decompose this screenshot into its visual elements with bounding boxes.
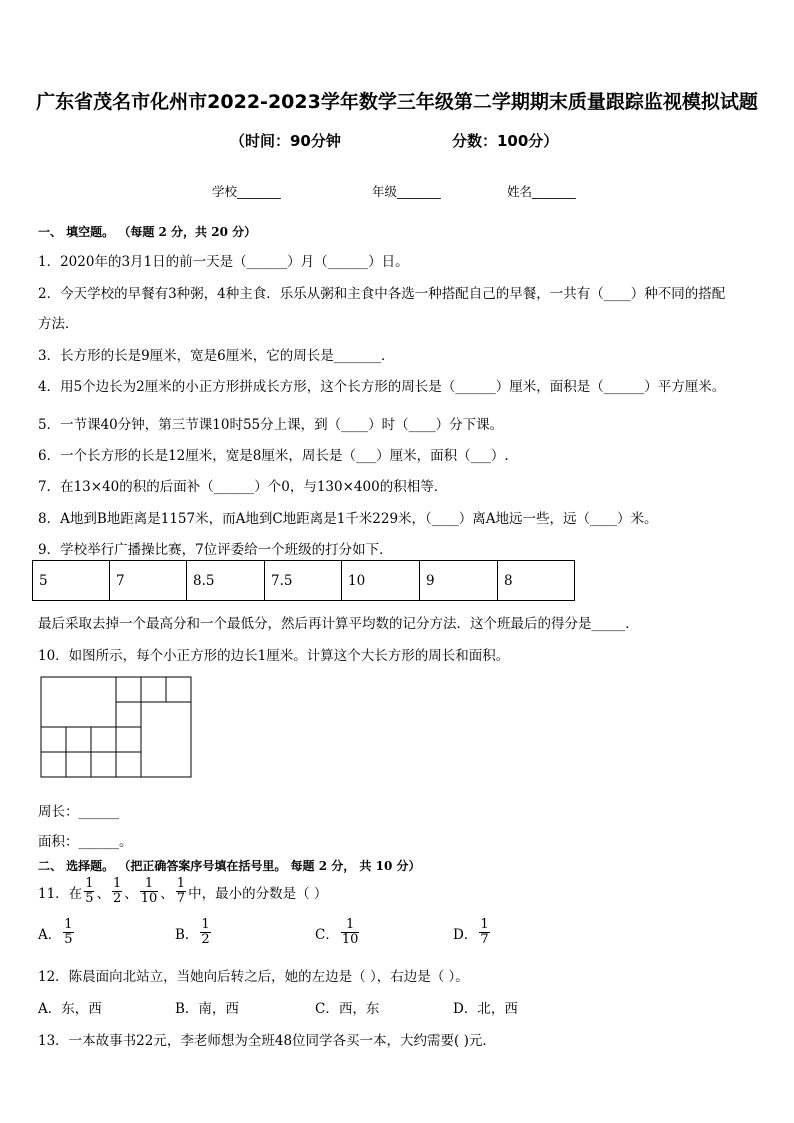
exam-time: （时间：90分钟 <box>230 132 341 150</box>
fraction <box>176 877 186 906</box>
fraction <box>84 877 94 906</box>
exam-score: 分数：100分） <box>452 132 559 150</box>
q12-option-a[interactable]: A．东，西 <box>38 1001 102 1017</box>
fraction-denominator: 10 <box>341 932 359 947</box>
q11-separator: 、 <box>160 885 174 902</box>
question-3: 3．长方形的长是9厘米，宽是6厘米，它的周长是_______． <box>38 348 395 364</box>
fraction <box>63 918 73 947</box>
fraction-numerator: 1 <box>201 917 210 932</box>
question-4: 4．用5个边长为2厘米的小正方形拼成长方形，这个长方形的周长是（______）厘米，面积是（______）平方厘米。 <box>38 379 726 395</box>
q12-option-d[interactable]: D．北，西 <box>453 1001 518 1017</box>
fraction-denominator: 10 <box>140 891 158 906</box>
question-9: 9．学校举行广播操比赛，7位评委给一个班级的打分如下． <box>38 542 393 558</box>
q11-option-c[interactable] <box>315 918 361 947</box>
fraction-numerator: 1 <box>64 917 73 932</box>
fraction-denominator: 2 <box>112 891 122 906</box>
question-8: 8．A地到B地距离是1157米，而A地到C地距离是1千米229米，（____）离A地远一些，远（____）米。 <box>38 511 658 527</box>
question-5: 5．一节课40分钟，第三节课10时55分上课，到（____）时（____）分下课。 <box>38 417 504 433</box>
grade-field: 年级_______ <box>372 184 441 199</box>
q12-option-c[interactable]: C．西，东 <box>315 1001 380 1017</box>
score-cell: 5 <box>33 561 110 601</box>
q11-separator: 、 <box>124 885 138 902</box>
score-cell: 10 <box>342 561 420 601</box>
fraction-numerator: 1 <box>341 918 360 933</box>
question-11 <box>38 877 327 906</box>
question-9-rule: 最后采取去掉一个最高分和一个最低分，然后再计算平均数的记分方法．这个班最后的得分是_____． <box>38 616 639 632</box>
fraction <box>200 918 210 947</box>
question-12: 12．陈晨面向北站立，当她向后转之后，她的左边是（ ），右边是（ ）。 <box>38 969 469 985</box>
question-10: 10．如图所示，每个小正方形的边长1厘米。计算这个大长方形的周长和面积。 <box>38 648 510 664</box>
q11-suffix: 中，最小的分数是（ ） <box>188 885 328 902</box>
fraction <box>341 918 360 947</box>
fraction-denominator: 7 <box>480 932 489 947</box>
q11-option-d[interactable] <box>453 918 492 947</box>
option-label: B． <box>175 926 199 943</box>
score-table <box>32 560 575 601</box>
section-1-title: 一、 填空题。 （每题 2 分，共 20 分） <box>38 225 257 239</box>
score-cell: 8.5 <box>187 561 265 601</box>
question-6: 6．一个长方形的长是12厘米，宽是8厘米，周长是（___）厘米，面积（___）. <box>38 448 509 464</box>
name-field: 姓名_______ <box>507 184 576 199</box>
option-label: A． <box>38 926 62 943</box>
fraction-numerator: 1 <box>140 877 159 892</box>
fraction <box>140 877 159 906</box>
question-7: 7．在13×40的积的后面补（______）个0，与130×400的积相等． <box>38 479 448 495</box>
section-2-title: 二、 选择题。 （把正确答案序号填在括号里。 每题 2 分， 共 10 分） <box>38 859 421 873</box>
fraction-denominator: 2 <box>201 932 210 947</box>
option-label: D． <box>453 926 478 943</box>
fraction-denominator: 5 <box>64 932 73 947</box>
score-cell: 9 <box>420 561 498 601</box>
question-2-cont: 方法． <box>38 316 79 332</box>
fraction-denominator: 5 <box>85 891 94 906</box>
option-label: C． <box>315 926 339 943</box>
area-answer: 面积：______。 <box>38 834 133 850</box>
q11-option-a[interactable] <box>38 918 76 947</box>
score-cell: 7 <box>110 561 187 601</box>
fraction <box>479 918 489 947</box>
fraction-numerator: 1 <box>85 876 94 891</box>
fraction-numerator: 1 <box>176 876 186 891</box>
score-cell: 7.5 <box>265 561 342 601</box>
rectangle-grid-figure <box>40 676 194 780</box>
fraction <box>112 877 122 906</box>
q11-option-b[interactable] <box>175 918 213 947</box>
fraction-denominator: 7 <box>176 891 186 906</box>
fraction-numerator: 1 <box>480 917 489 932</box>
fraction-numerator: 1 <box>112 876 122 891</box>
page-title: 广东省茂名市化州市2022-2023学年数学三年级第二学期期末质量跟踪监视模拟试题 <box>36 91 758 113</box>
score-cell: 8 <box>498 561 575 601</box>
question-13: 13．一本故事书22元，李老师想为全班48位同学各买一本，大约需要( )元． <box>38 1033 496 1049</box>
q11-separator: 、 <box>96 885 110 902</box>
question-1: 1．2020年的3月1日的前一天是（______）月（______）日。 <box>38 254 409 270</box>
perimeter-answer: 周长：______ <box>38 804 119 820</box>
q11-prefix: 11．在 <box>38 885 83 902</box>
question-2: 2．今天学校的早餐有3种粥，4种主食．乐乐从粥和主食中各选一种搭配自己的早餐，一共有（____）种不同的搭配 <box>38 286 726 302</box>
q12-option-b[interactable]: B．南，西 <box>175 1001 239 1017</box>
school-field: 学校_______ <box>212 184 281 199</box>
